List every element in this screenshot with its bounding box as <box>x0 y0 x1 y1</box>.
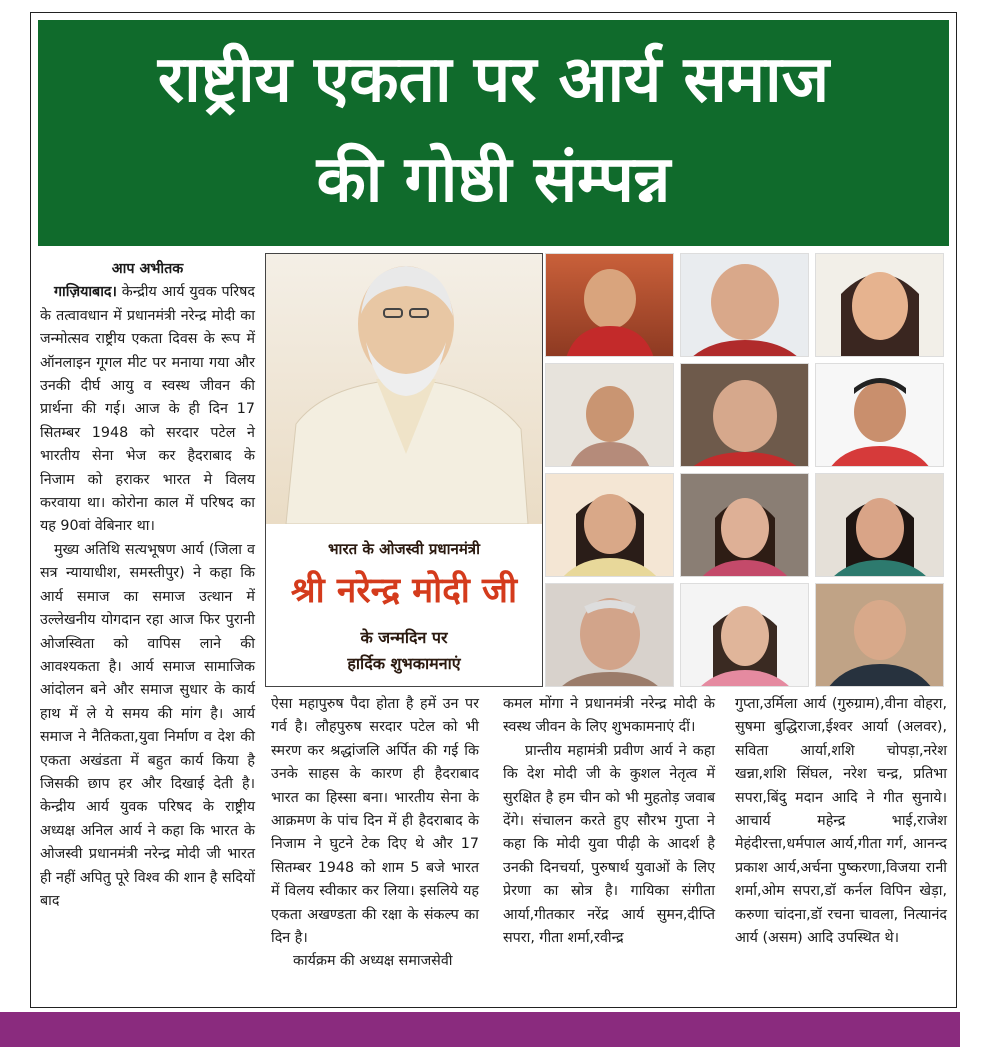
portrait-photo <box>266 254 542 524</box>
paragraph <box>40 281 255 538</box>
paragraph: मुख्य अतिथि सत्यभूषण आर्य (जिला व सत्र न्यायाधीश, समस्तीपुर) ने कहा कि आर्य समाज का समाज उत्थान में उल्लेखनीय योगदान रहा आज फिर पुरानी ओजस्विता को वापिस लाने की आवश्यकता है। आर्य समाज सामाजिक आंदोलन बने और समाज सुधार के कार्य हाथ में ले ये समय की मांग है। आर्य समाज ने नैतिकता,युवा निर्माण व देश की एकता अखंडता में बहुत कार्य किया है जिसकी छाप हर और दिखाई देती है। केन्द्रीय आर्य युवक परिषद के राष्ट्रीय अध्यक्ष अनिल आर्य ने कहा कि भारत के ओजस्वी प्रधानमंत्री नरेन्द्र मोदी जी भारत ही नहीं अपितु पूरे विश्व की शान है सदियों बाद <box>40 541 255 909</box>
adjacent-article-clipped <box>0 0 28 1010</box>
headline-line-2: की गोष्ठी संम्पन्न <box>316 143 671 217</box>
participant-photo <box>680 253 809 357</box>
participant-figure <box>681 584 809 687</box>
paragraph: प्रान्तीय महामंत्री प्रवीण आर्य ने कहा कि देश मोदी जी के कुशल नेतृत्व में सुरक्षित है हम चीन को भी मुहतोड़ जवाब देंगे। संचालन करते हुए सौरभ गुप्ता ने कहा कि मोदी युवा पीढ़ी के आदर्श है उनकी दिनचर्या, पुरुषार्थ युवाओं के लिए प्रेरणा का स्रोत्र है। गायिका संगीता आर्या,गीतकार नरेंद्र आर्य सुमन,दीप्ति सपरा, गीता शर्मा,रवीन्द्र <box>503 742 715 947</box>
article-column-4 <box>735 693 947 950</box>
article-column-3 <box>503 693 715 950</box>
participant-photo <box>815 253 944 357</box>
caption-name: श्री नरेन्द्र मोदी जी <box>290 571 518 611</box>
participant-figure <box>816 254 944 357</box>
next-article-banner-clipped <box>0 1012 960 1047</box>
participant-photo <box>545 583 674 687</box>
participant-photo <box>815 363 944 467</box>
participant-figure <box>681 254 809 357</box>
participant-figure <box>546 584 674 687</box>
participant-figure <box>816 364 944 467</box>
participant-figure <box>681 474 809 577</box>
caption-line-3: के जन्मदिन पर <box>360 628 448 647</box>
byline: आप अभीतक <box>111 261 184 277</box>
paragraph: कार्यक्रम की अध्यक्ष समाजसेवी <box>293 953 453 970</box>
participant-figure <box>681 364 809 467</box>
article-column-1 <box>40 258 255 913</box>
paragraph: गुप्ता,उर्मिला आर्य (गुरुग्राम),वीना वोहरा, सुषमा बुद्धिराजा,ईश्वर आर्या (अलवर), सविता आर्या,शशि चोपड़ा,नरेश खन्ना,शशि सिंघल, नरेश चन्द्र, प्रतिभा सपरा,बिंदु मदान आदि ने गीत सुनाये। आचार्य महेन्द्र भाई,राजेश मेहंदीरत्ता,धर्मपाल आर्य,गीता गर्ग, आनन्द प्रकाश आर्य,अर्चना पुष्करणा,विजया रानी शर्मा,ओम सपरा,डॉ कर्नल विपिन खेड़ा, करुणा चांदना,डॉ रचना चावला, नित्यानंद आर्य (असम) आदि उपस्थित थे। <box>735 696 947 947</box>
paragraph: ऐसा महापुरुष पैदा होता है हमें उन पर गर्व है। लौहपुरुष सरदार पटेल को भी स्मरण कर श्रद्धांजलि अर्पित की गई कि उनके साहस के कारण ही हैदराबाद भारत का हिस्सा बना। भारतीय सेना के आक्रमण के पांच दिन में ही हैदराबाद के निजाम ने घुटने टेक दिए थे और 17 सितम्बर 1948 को शाम 5 बजे भारत में विलय स्वीकार कर लिया। इसलिये यह एकता अखण्डता की रक्षा के संकल्प का दिन है। <box>271 696 479 947</box>
caption-line-4: हार्दिक शुभकामनाएं <box>347 654 461 673</box>
headline-line-1: राष्ट्रीय एकता पर आर्य समाज <box>157 43 830 117</box>
online-meeting-participants-grid <box>545 253 945 685</box>
participant-figure <box>546 364 674 467</box>
participant-photo <box>545 363 674 467</box>
caption-line-1: भारत के ओजस्वी प्रधानमंत्री <box>328 540 480 558</box>
participant-photo <box>815 583 944 687</box>
participant-photo <box>545 253 674 357</box>
article-column-2 <box>271 693 479 974</box>
participant-photo <box>815 473 944 577</box>
participant-figure <box>546 254 674 357</box>
birthday-greeting-image <box>265 253 543 687</box>
dateline-place: गाज़ियाबाद। <box>54 284 117 301</box>
participant-figure <box>546 474 674 577</box>
paragraph: कमल मोंगा ने प्रधानमंत्री नरेन्द्र मोदी के स्वस्थ जीवन के लिए शुभकामनाएं दीं। <box>503 696 715 736</box>
participant-photo <box>545 473 674 577</box>
participant-figure <box>816 584 944 687</box>
headline-banner <box>38 20 949 246</box>
participant-photo <box>680 473 809 577</box>
paragraph-text: केन्द्रीय आर्य युवक परिषद के तत्वावधान में प्रधानमंत्री नरेन्द्र मोदी का जन्मोत्सव राष्ट्रीय एकता दिवस के रूप में ऑनलाइन गूगल मीट पर मनाया गया और उनकी दीर्घ आयु व स्वस्थ जीवन की प्रार्थना की गई। आज के ही दिन 17 सितम्बर 1948 को सरदार पटेल ने भारतीय सेना भेज कर हैदराबाद के निजाम को हराकर भारत मे विलय करवाया था। कोरोना काल में परिषद का यह 90वां वेबिनार था। <box>40 284 255 535</box>
participant-figure <box>816 474 944 577</box>
participant-photo <box>680 583 809 687</box>
participant-photo <box>680 363 809 467</box>
portrait-figure <box>266 254 542 524</box>
